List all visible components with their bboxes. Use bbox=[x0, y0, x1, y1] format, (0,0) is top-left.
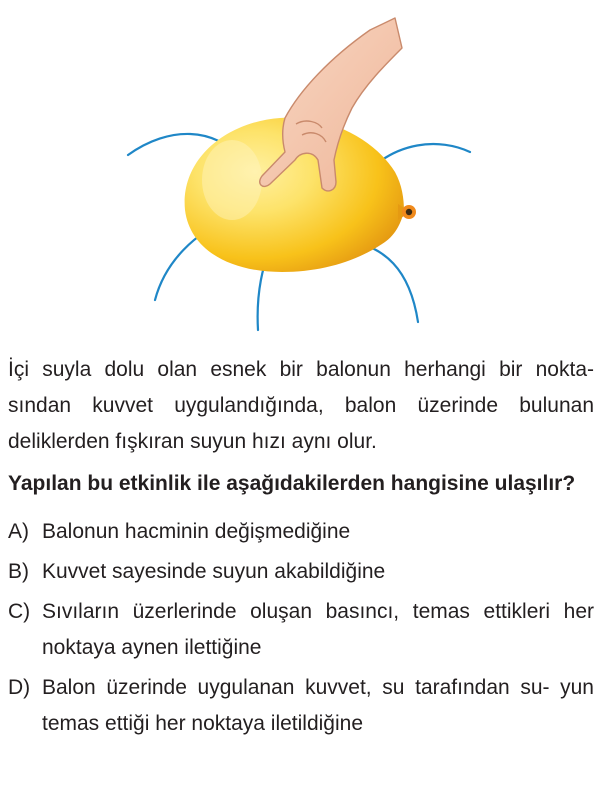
option-letter: C) bbox=[8, 600, 31, 623]
option-text: Balonun hacminin değişmediğine bbox=[42, 520, 351, 543]
option-text: Balon üzerinde uygulanan kuvvet, su tarafından su- yun temas ettiği her noktaya iletildiğine bbox=[42, 676, 594, 735]
question-passage: İçi suyla dolu olan esnek bir balonun herhangi bir nokta- sından kuvvet uygulandığında, balon üzerinde bulunan deliklerden fışkıran suyun hızı aynı olur. bbox=[8, 358, 594, 453]
option-text: Sıvıların üzerlerinde oluşan basıncı, temas ettikleri her noktaya aynen ilettiğine bbox=[42, 600, 594, 659]
question-block bbox=[8, 352, 594, 746]
balloon-knot-icon bbox=[398, 204, 416, 220]
answer-options bbox=[8, 514, 594, 742]
option-letter: D) bbox=[8, 676, 31, 699]
balloon-illustration bbox=[0, 0, 603, 345]
option-c[interactable] bbox=[8, 594, 594, 666]
question-prompt: Yapılan bu etkinlik ile aşağıdakilerden hangisine ulaşılır? bbox=[8, 472, 576, 495]
option-b[interactable] bbox=[8, 554, 594, 590]
option-d[interactable] bbox=[8, 670, 594, 742]
option-a[interactable] bbox=[8, 514, 594, 550]
option-letter: A) bbox=[8, 520, 29, 543]
option-text: Kuvvet sayesinde suyun akabildiğine bbox=[42, 560, 386, 583]
option-letter: B) bbox=[8, 560, 29, 583]
